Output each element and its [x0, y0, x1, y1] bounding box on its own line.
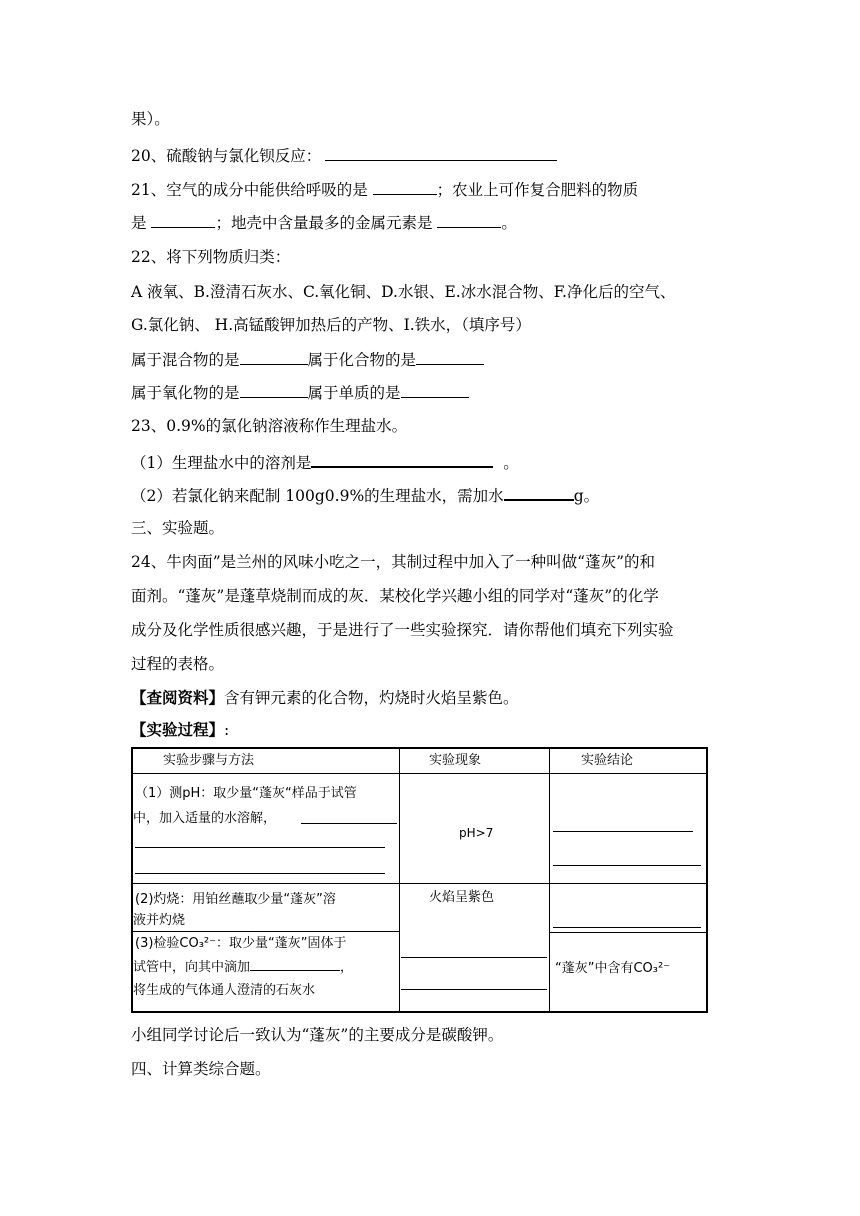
- row3-step-line1: (3)检验CO₃²⁻：取少量“蓬灰”固体于: [135, 936, 347, 951]
- question-text: （2）若氯化钠来配制 100g0.9%的生理盐水，需加水: [131, 487, 504, 505]
- row1-step-line2: 中，加入适量的水溶解，: [133, 811, 277, 826]
- question-text: 是: [131, 214, 147, 232]
- reference-text: 含有钾元素的化合物，灼烧时火焰呈紫色。: [224, 689, 519, 707]
- question-text: （1）生理盐水中的溶剂是: [131, 454, 312, 472]
- question-23-1: [131, 450, 519, 474]
- answer-blank[interactable]: [373, 178, 437, 195]
- row3-step-line3: 将生成的气体通人澄清的石灰水: [133, 983, 316, 998]
- question-text: 。: [503, 454, 519, 472]
- answer-blank[interactable]: [240, 381, 308, 398]
- answer-blank[interactable]: [135, 873, 385, 874]
- question-23: 23、0.9%的氯化钠溶液称作生理盐水。: [131, 417, 408, 435]
- question-22-items: A 液氧、B.澄清石灰水、C.氧化铜、D.水银、E.冰水混合物、F.净化后的空气、: [131, 283, 676, 301]
- row3-conclusion: “蓬灰”中含有CO₃²⁻: [555, 961, 671, 976]
- answer-blank[interactable]: [250, 956, 340, 971]
- table-divider: [133, 883, 706, 884]
- row2-phenomenon: 火焰呈紫色: [429, 890, 495, 905]
- reference-note: [131, 687, 519, 709]
- question-22-row: [131, 348, 484, 371]
- question-text: 属于化合物的是: [307, 351, 417, 369]
- row2-step-line1: (2)灼烧：用铂丝蘸取少量“蓬灰”溶: [135, 892, 336, 907]
- header-conclusion: 实验结论: [581, 753, 634, 768]
- table-divider: [133, 773, 706, 774]
- question-text: g。: [573, 487, 600, 505]
- answer-blank[interactable]: [401, 381, 469, 398]
- text-line: 果）。: [131, 110, 170, 128]
- answer-blank[interactable]: [504, 483, 574, 501]
- process-colon: :: [224, 721, 230, 739]
- section-heading: 四、计算类综合题。: [131, 1060, 271, 1078]
- answer-blank[interactable]: [553, 927, 701, 928]
- process-label: 【实验过程】: [131, 720, 225, 739]
- answer-blank[interactable]: [416, 348, 484, 365]
- header-phenomenon: 实验现象: [429, 753, 482, 768]
- question-text: 属于氧化物的是: [131, 384, 240, 402]
- row1-step-line1: （1）测pH：取少量“蓬灰“样品于试管: [135, 786, 357, 801]
- table-divider: [549, 749, 550, 1011]
- section-heading: 三、实验题。: [131, 519, 225, 537]
- question-text: 21、空气的成分中能供给呼吸的是: [131, 181, 368, 199]
- row2-step-line2: 液并灼烧: [133, 913, 186, 928]
- question-22-items: G.氯化钠、 H.高锰酸钾加热后的产物、I.铁水，（填序号）: [131, 316, 531, 334]
- question-text: ；地壳中含量最多的金属元素是: [215, 214, 433, 232]
- row3-step-comma: ，: [340, 960, 354, 975]
- answer-blank[interactable]: [311, 450, 493, 468]
- conclusion-text: 小组同学讨论后一致认为“蓬灰”的主要成分是碳酸钾。: [131, 1026, 504, 1044]
- question-text: 20、硫酸钠与氯化钡反应：: [131, 147, 322, 165]
- table-divider: [549, 932, 706, 933]
- row3-step-text: 试管中，向其中滴加: [133, 960, 251, 975]
- answer-blank[interactable]: [401, 989, 547, 990]
- process-heading: [131, 719, 229, 741]
- answer-blank[interactable]: [553, 831, 693, 832]
- answer-blank[interactable]: [325, 144, 557, 161]
- row3-step-line2: [133, 956, 353, 979]
- question-text: 属于混合物的是: [131, 351, 240, 369]
- question-22-row: [131, 381, 469, 404]
- table-divider: [399, 749, 400, 1011]
- answer-blank[interactable]: [401, 957, 547, 958]
- experiment-table: [131, 747, 708, 1013]
- question-24: 24、牛肉面”是兰州的风味小吃之一，其制过程中加入了一种叫做“蓬灰”的和: [131, 553, 655, 571]
- question-21-cont: [131, 211, 517, 234]
- header-steps: 实验步骤与方法: [163, 753, 255, 768]
- row1-phenomenon: pH>7: [459, 826, 494, 840]
- answer-blank[interactable]: [135, 847, 385, 848]
- question-text: ；农业上可作复合肥料的物质: [436, 181, 639, 199]
- question-24: 过程的表格。: [131, 655, 225, 673]
- answer-blank[interactable]: [240, 348, 308, 365]
- answer-blank[interactable]: [301, 823, 397, 824]
- question-text: 属于单质的是: [307, 384, 401, 402]
- answer-blank[interactable]: [553, 865, 701, 866]
- question-23-2: [131, 483, 599, 507]
- question-22: 22、将下列物质归类：: [131, 248, 291, 266]
- question-20: [131, 144, 557, 167]
- question-21: [131, 178, 638, 201]
- question-24: 成分及化学性质很感兴趣，于是进行了一些实验探究．请你帮他们填充下列实验: [131, 621, 674, 639]
- answer-blank[interactable]: [437, 211, 501, 228]
- question-24: 面剂。“蓬灰”是蓬草烧制而成的灰．某校化学兴趣小组的同学对“蓬灰”的化学: [131, 587, 659, 605]
- question-text: 。: [501, 214, 517, 232]
- reference-label: 【查阅资料】: [131, 688, 225, 707]
- answer-blank[interactable]: [151, 211, 215, 228]
